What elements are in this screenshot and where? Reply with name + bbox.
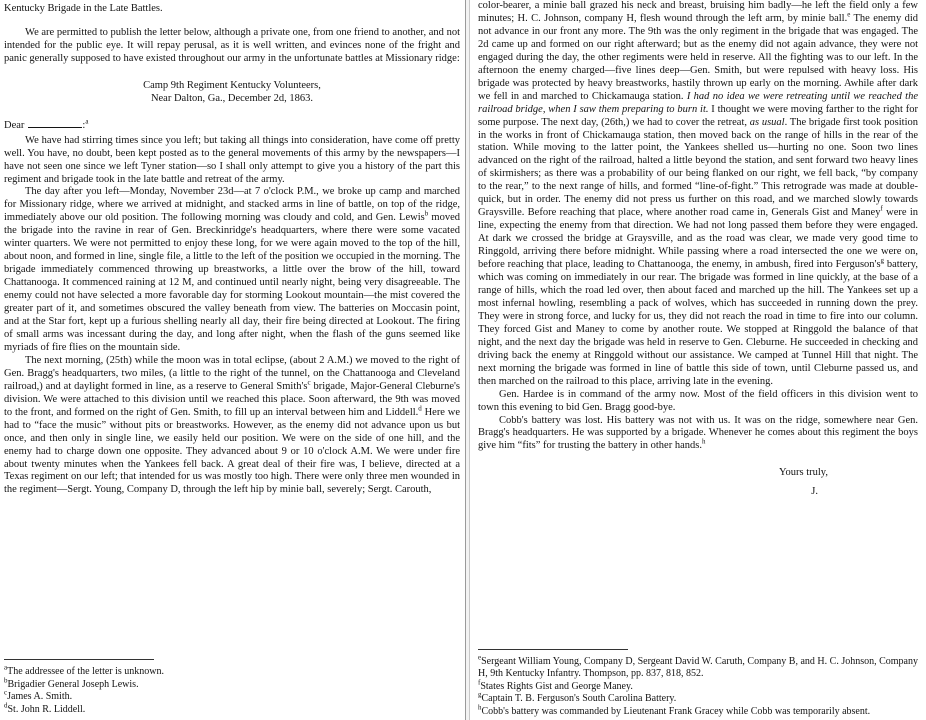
- footnote-g: [478, 690, 918, 705]
- footnote-text: St. John R. Liddell.: [7, 703, 86, 715]
- closing: Yours truly,: [778, 467, 828, 479]
- footnote-ref-b: b: [424, 209, 429, 218]
- text-segment: were in line, expecting the enemy from that direction. We had not long passed them before they were engaged. At dark we crossed the bridge at Graysville, and as the road was clear, we made very good time to Ringgold, arriving there before midnight. While passing where a road intersected the one we were on, before reaching that place, leading to Chattanooga, the enemy, in ambush, fired into Ferguson's: [478, 207, 918, 271]
- footnote-ref-g: g: [880, 256, 885, 265]
- footnote-text: Captain T. B. Ferguson's South Carolina Battery.: [481, 693, 677, 705]
- footnote-mark: g: [478, 690, 482, 699]
- signature: J.: [811, 486, 818, 498]
- footnote-f: [478, 678, 918, 693]
- paragraph-2: [4, 186, 460, 354]
- paragraph-3: [4, 355, 460, 497]
- footnote-d: [4, 701, 460, 716]
- footnote-mark: e: [478, 653, 482, 662]
- paragraph-2-text-b: moved the brigade into the ravine in rear of Gen. Breckinridge's headquarters, where there were some vacated winter quarters. We were not permitted to enjoy these long, for we were again moved to the top of the hill, about noon, and formed in line, single file, a little to the left of the position we occupied in the morning. The brigade immediately commenced throwing up breastworks, a little over the brow of the hill, toward Chattanooga. It commenced raining at 12 M, and continued until nearly night, being very disagreeable. The enemy could not have selected a more favorable day for storming Lookout mountain—the mist covered the greater part of it, and sometimes obscured the valley beneath from view. The batteries on Moccasin point, and at the Star fort, kept up a furious shelling nearly all day, their fire being directed at Lookout. The firing of small arms was incessant during the day, and long after night, when the flash of the guns seemed like myriads of fire flies on the mountain side.: [4, 212, 460, 353]
- left-footnotes: [4, 659, 460, 716]
- text-segment: battery, which was coming on immediately in our rear. The brigade was formed in line quickly, at the base of a range of hills, which the road led over, then about faced and marched up the hill. The Yankees set up a most infernal howling, resembling a pack of wolves, which has succeeded in running down the prey. They were in strong force, and lucky for us, they did not reach the road in time to fire into our column. They forced Gist and Maney to come by another route. We stopped at Ringgold the balance of that night, and the next day the brigade was held in reserve to Gen. Cleburne. He succeeded in checking and driving back the enemy at Ringgold without our assistance. We camped at Tunnel Hill that night. The next morning the brigade was formed in line of battle this side of town, until Cleburne passed us, and then marched on the railroad to this place, arriving late in the evening.: [478, 259, 918, 387]
- addressee-blank: [28, 127, 82, 128]
- footnote-mark: d: [4, 701, 8, 710]
- footnote-text: States Rights Gist and George Maney.: [480, 680, 633, 692]
- footnote-ref-h: h: [701, 437, 706, 446]
- footnote-mark: h: [478, 703, 482, 712]
- letter-place-line: Camp 9th Regiment Kentucky Volunteers,: [143, 79, 321, 91]
- text-segment: The enemy did not advance in our front any more. The 9th was the only regiment in the brigade that was engaged. The 2d came up and formed on our right afterward; but as the enemy did not again advance, they were not engaged during the day, the other regiments were held in reserve. All the fighting was to our left. In the afternoon the enemy charged—five lines deep—Gen. Smith, but were repulsed with heavy loss. His brigade was protected by heavy breastworks, hastily thrown up early on the morning. Awhile after dark we fell in and marched to Chickamauga station.: [478, 12, 918, 102]
- italic-segment: as usual: [749, 116, 785, 128]
- paragraph-cobb: [478, 415, 918, 454]
- footnote-a: [4, 666, 460, 678]
- letter-date-line: Near Dalton, Ga., December 2d, 1863.: [150, 92, 314, 104]
- footnote-e: [478, 653, 918, 681]
- text-segment: . The brigade first took position in the works in front of Chickamauga station, then moved back on the range of hills in the rear of the station. While moving to the latter point, the Yankees shelled us—hurting no one. Soon two lines advanced on the right of the railroad, halted a little beyond the station, and sent forward two heavy lines of skirmishers; as there was a probability of our being flanked on our right, we fell back, “by company to the rear,” to the next range of hills, and formed “line-of-fight.” This retrograde was made at double-quick, but in order. The enemy did not press us further on this road, and we marched slowly towards Graysville. Before reaching that place, where another road came in, Generals Gist and Maney: [478, 116, 918, 219]
- footnote-c: [4, 688, 460, 703]
- footnote-mark: c: [4, 688, 8, 697]
- footnote-mark: f: [478, 678, 481, 687]
- paragraph-continued: [478, 0, 918, 389]
- footnote-b: [4, 676, 460, 691]
- salutation: [4, 117, 460, 133]
- footnote-text: James A. Smith.: [7, 691, 73, 703]
- footnote-ref-f: f: [880, 204, 883, 213]
- footnote-mark: b: [4, 676, 8, 685]
- salutation-colon: :: [82, 119, 86, 131]
- paragraph-3-text-b: brigade, Major-General Cleburne's division. We were attached to this division until we reached this place. Soon afterward, the 9th was moved to the front, and formed on the right of Gen. Smith, to fill up an interval between him and Liddell.: [4, 380, 460, 418]
- footnote-text: Cobb's battery was commanded by Lieutenant Frank Gracey while Cobb was temporarily absent.: [481, 705, 871, 717]
- right-page: [470, 0, 926, 720]
- italic-segment: I had no idea we were retreating until we reached the railroad bridge, when I saw them preparing to burn it.: [478, 90, 918, 115]
- text-segment: color-bearer, a minie ball grazed his neck and breast, bruising him badly—he left the field only a few minutes; H. C. Johnson, company H, flesh wound through the left arm, by minie ball.: [478, 0, 918, 24]
- footnote-text: Brigadier General Joseph Lewis.: [7, 678, 139, 690]
- paragraph-3-text-c: Here we had to “face the music” without pits or breastworks. However, as the enemy did not advance upon us but once, and then only in single line, we easily held our position. We were on the side of one hill, and the enemy had to charge down one opposite. They advanced about 9 or 10 o'clock A.M. We were under fire about twenty minutes when the Yankees fell back. A great deal of their fire was, I believe, directed at a Texas regiment on our left; that intended for us was mostly too high. There were only three men wounded in the regiment—Sergt. Young, Company D, through the left hip by minie ball, severely; Sergt. Carouth,: [4, 406, 460, 496]
- footnote-mark: a: [4, 664, 8, 673]
- paragraph-2-text-a: The day after you left—Monday, November 23d—at 7 o'clock P.M., we broke up camp and marched for Missionary ridge, where we arrived at midnight, and stacked arms in line of battle, on top of the ridge, immediately above our old position. The following morning was cloudy and cold, and Gen. Lewis: [4, 186, 460, 224]
- paragraph-3-text-a: The next morning, (25th) while the moon was in total eclipse, (about 2 A.M.) we moved to the right of Gen. Bragg's headquarters, two miles, (a little to the right of the tunnel, on the Chattanooga and Cleveland railroad,) and at daylight formed in line, as a reserve to General Smith's: [4, 354, 460, 392]
- intro-paragraph: We are permitted to publish the letter below, although a private one, from one friend to another, and not intended for the public eye. It will repay perusal, as it is well written, and evinces none of the fright and panic generally supposed to have existed throughout our army in the unfortunate battles at Missionary ridge:: [4, 26, 460, 64]
- paragraph-hardee: Gen. Hardee is in command of the army now. Most of the field officers in this division went to town this evening to bid Gen. Bragg good-bye.: [478, 388, 918, 413]
- footnote-ref-d: d: [418, 404, 422, 413]
- text-segment: Cobb's battery was lost. His battery was not with us. It was on the ridge, somewhere near Gen. Bragg's headquarters. He was supported by a brigade. Whenever he comes about this regiment the boys give him “fits” for trusting the battery in other hands.: [478, 414, 918, 452]
- salutation-word: Dear: [4, 119, 25, 131]
- text-segment: I thought we were moving farther to the right for some purpose. The next day, (26th,) we had to cover the retreat,: [478, 103, 918, 128]
- footnote-ref-a: a: [85, 117, 89, 126]
- footnote-text: The addressee of the letter is unknown.: [7, 666, 165, 678]
- footnote-ref-e: e: [847, 10, 851, 19]
- article-heading: Kentucky Brigade in the Late Battles.: [4, 3, 163, 14]
- paragraph-1: We have had stirring times since you left; but taking all things into consideration, have come off pretty well. You have, no doubt, been kept posted as to the general movements of this army by the newspapers—I have not seen one since we left Tyner station—so I shall only attempt to give you a history of the part this regiment and brigade took in the late battle and retreat of the army.: [4, 134, 460, 185]
- footnote-text: Sergeant William Young, Company D, Sergeant David W. Caruth, Company B, and H. C. Johnson, Company H, 9th Kentucky Infantry. Thompson, pp. 837, 818, 852.: [478, 655, 918, 680]
- footnote-h: [478, 703, 918, 718]
- right-footnotes: [478, 649, 918, 718]
- footnote-ref-c: c: [307, 378, 311, 387]
